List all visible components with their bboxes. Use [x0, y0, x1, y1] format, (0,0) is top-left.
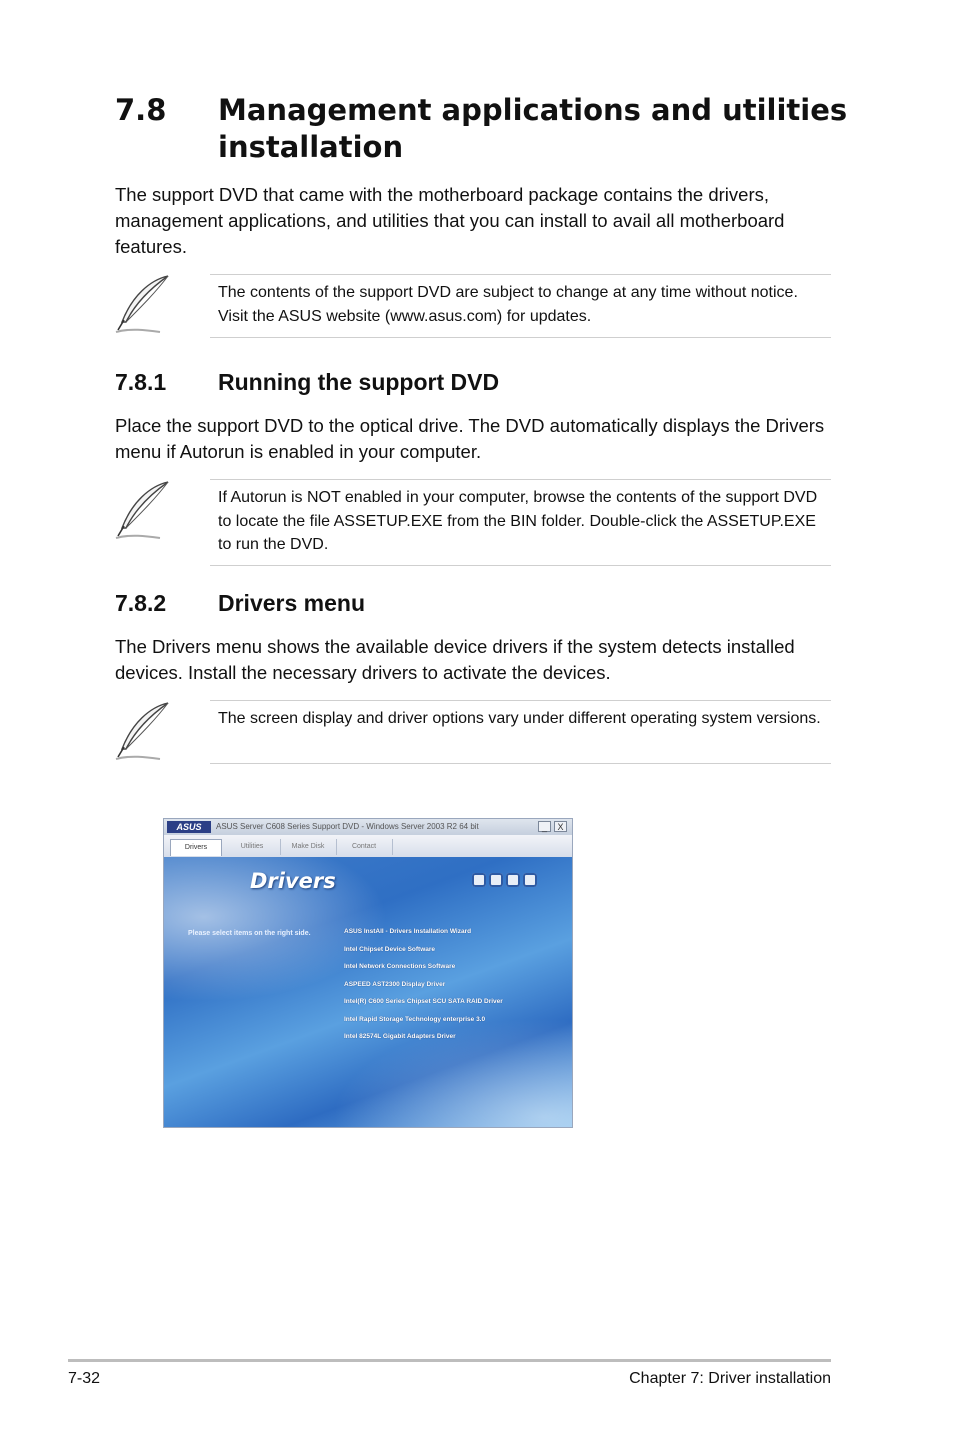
driver-item[interactable]: ASPEED AST2300 Display Driver [344, 980, 446, 988]
driver-item[interactable]: ASUS InstAll - Drivers Installation Wizard [344, 928, 472, 935]
driver-item[interactable]: Intel Rapid Storage Technology enterprise 3.0 [344, 1015, 486, 1023]
subsection-title: Running the support DVD [218, 369, 500, 395]
window-tabs [164, 835, 572, 858]
help-icon[interactable] [506, 873, 520, 887]
subsection-number: 7.8.1 [115, 369, 167, 395]
minimize-button[interactable]: _ [538, 821, 551, 832]
window-caption: ASUS Server C608 Series Support DVD - Windows Server 2003 R2 64 bit [216, 822, 479, 831]
note-box [210, 479, 831, 566]
feather-note-icon [110, 478, 176, 542]
selection-hint: Please select items on the right side. [188, 930, 311, 937]
drivers-heading: Drivers [250, 869, 336, 893]
driver-item[interactable]: Intel Chipset Device Software [344, 945, 436, 953]
subsection-body: The Drivers menu shows the available device drivers if the system detects installed devices. Install the necessary drivers to activate the devices. [115, 636, 795, 683]
intro-paragraph: The support DVD that came with the motherboard package contains the drivers, management applications, and utilities that you can install to avail all motherboard features. [115, 184, 785, 257]
close-button[interactable]: X [554, 821, 567, 832]
window-body [164, 857, 572, 1127]
note-text: If Autorun is NOT enabled in your computer, browse the contents of the support DVD to locate the file ASSETUP.EXE from the BIN folder. Double-click the ASSETUP.EXE to run the DVD. [218, 489, 818, 553]
driver-item[interactable]: Intel 82574L Gigabit Adapters Driver [344, 1033, 456, 1040]
section-number: 7.8 [115, 93, 167, 127]
note-box [210, 700, 831, 764]
refresh-icon[interactable] [489, 873, 503, 887]
driver-item[interactable]: Intel(R) C600 Series Chipset SCU SATA RAID Driver [344, 998, 503, 1005]
subsection-title: Drivers menu [218, 590, 366, 616]
note-box [210, 274, 831, 338]
chapter-label: Chapter 7: Driver installation [629, 1370, 831, 1387]
tab-drivers[interactable]: Drivers [170, 839, 222, 856]
tab-contact[interactable]: Contact [336, 839, 393, 855]
subsection-body: Place the support DVD to the optical drive. The DVD automatically displays the Drivers menu if Autorun is enabled in your computer. [115, 415, 825, 462]
subsection-number: 7.8.2 [115, 590, 167, 616]
note-text: The contents of the support DVD are subject to change at any time without notice. Visit the ASUS website (www.asus.com) for updates. [218, 284, 798, 325]
feather-note-icon [110, 699, 176, 763]
driver-item[interactable]: Intel Network Connections Software [344, 963, 456, 970]
support-dvd-screenshot [164, 819, 572, 1127]
asus-logo: ASUS [167, 821, 211, 833]
footer-rule [68, 1359, 831, 1362]
toolbar-icons [472, 873, 540, 889]
note-text: The screen display and driver options vary under different operating system versions. [218, 710, 821, 727]
driver-list [344, 923, 564, 1046]
page-number: 7-32 [68, 1370, 101, 1387]
feather-note-icon [110, 272, 176, 336]
info-icon[interactable] [523, 873, 537, 887]
home-icon[interactable] [472, 873, 486, 887]
section-title: Management applications and utilities installation [218, 93, 848, 164]
tab-make-disk[interactable]: Make Disk [280, 839, 337, 855]
window-titlebar [164, 819, 572, 835]
tab-utilities[interactable]: Utilities [224, 839, 281, 855]
